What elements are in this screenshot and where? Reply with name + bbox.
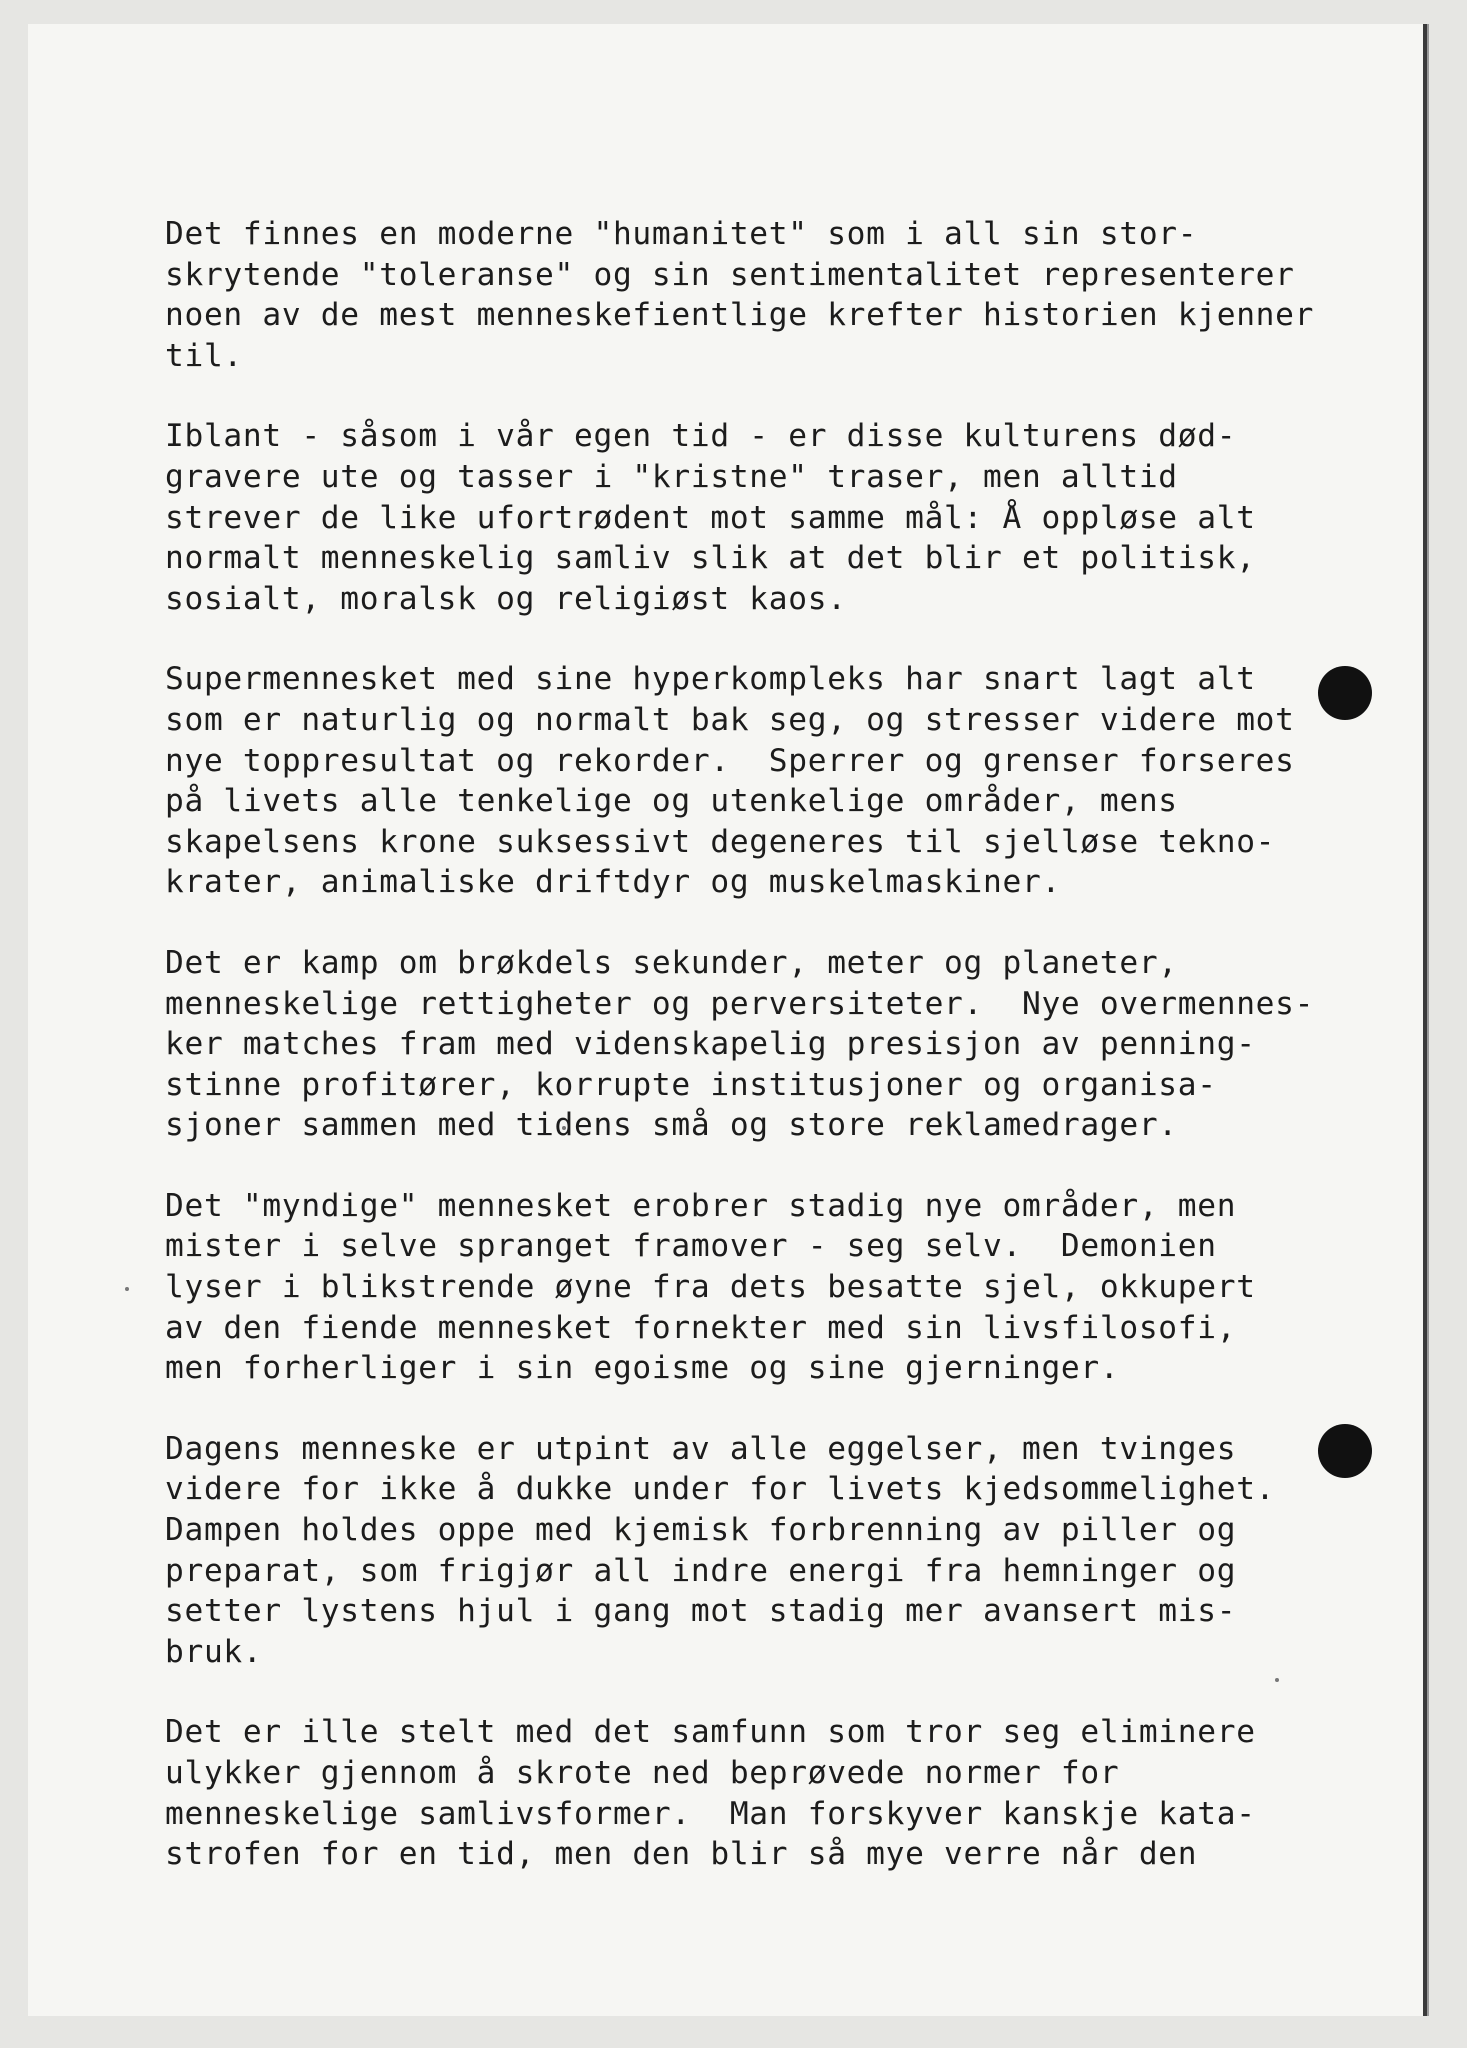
text-line: krater, animaliske driftdyr og muskelmaskiner. (165, 864, 1061, 901)
text-line: sosialt, moralsk og religiøst kaos. (165, 580, 847, 617)
text-line: strever de like ufortrødent mot samme mål: Å oppløse alt (165, 499, 1256, 536)
text-line: Det "myndige" mennesket erobrer stadig nye områder, men (165, 1187, 1237, 1224)
text-line: Det er kamp om brøkdels sekunder, meter og planeter, (165, 944, 1178, 981)
text-line: bruk. (165, 1633, 263, 1670)
paragraph-7 (165, 1712, 1345, 1874)
text-line: Iblant - såsom i vår egen tid - er disse kulturens død- (165, 418, 1237, 455)
text-line: på livets alle tenkelige og utenkelige områder, mens (165, 783, 1178, 820)
paragraph-4 (165, 943, 1345, 1146)
text-line: Supermennesket med sine hyperkompleks har snart lagt alt (165, 661, 1256, 698)
text-line: setter lystens hjul i gang mot stadig mer avansert mis- (165, 1593, 1237, 1630)
text-line: som er naturlig og normalt bak seg, og stresser videre mot (165, 701, 1295, 738)
text-line: ulykker gjennom å skrote ned beprøvede normer for (165, 1755, 1120, 1791)
text-line: Det finnes en moderne "humanitet" som i all sin stor- (165, 216, 1198, 252)
text-line: men forherliger i sin egoisme og sine gjerninger. (165, 1350, 1120, 1387)
text-line: normalt menneskelig samliv slik at det blir et politisk, (165, 540, 1256, 577)
paragraph-3 (165, 659, 1345, 903)
typed-text-body (165, 214, 1345, 1915)
text-line: skrytende "toleranse" og sin sentimentalitet representerer (165, 256, 1295, 293)
text-line: sjoner sammen med tidens små og store reklamedrager. (165, 1107, 1178, 1144)
text-line: Dagens menneske er utpint av alle eggelser, men tvinges (165, 1430, 1237, 1467)
text-line: noen av de mest menneskefientlige krefter historien kjenner (165, 297, 1315, 334)
paragraph-5 (165, 1186, 1345, 1389)
text-line: av den fiende mennesket fornekter med sin livsfilosofi, (165, 1309, 1237, 1346)
text-line: Dampen holdes oppe med kjemisk forbrenning av piller og (165, 1512, 1237, 1549)
paragraph-6 (165, 1429, 1345, 1673)
text-line: strofen for en tid, men den blir så mye verre når den (165, 1836, 1198, 1873)
text-line: skapelsens krone suksessivt degeneres til sjelløse tekno- (165, 823, 1276, 860)
text-line: til. (165, 337, 243, 374)
text-line: videre for ikke å dukke under for livets kjedsommelighet. (165, 1471, 1276, 1508)
paragraph-2 (165, 416, 1345, 619)
paragraph-1 (165, 214, 1345, 376)
text-line: mister i selve spranget framover - seg selv. Demonien (165, 1228, 1217, 1265)
text-line: stinne profitører, korrupte institusjoner og organisa- (165, 1066, 1217, 1103)
text-line: ker matches fram med videnskapelig presisjon av penning- (165, 1026, 1256, 1063)
text-line: nye toppresultat og rekorder. Sperrer og grenser forseres (165, 742, 1295, 779)
text-line: menneskelige samlivsformer. Man forskyver kanskje kata- (165, 1795, 1256, 1832)
text-line: lyser i blikstrende øyne fra dets besatte sjel, okkupert (165, 1269, 1256, 1306)
text-line: Det er ille stelt med det samfunn som tror seg eliminere (165, 1714, 1256, 1751)
text-line: preparat, som frigjør all indre energi fra hemninger og (165, 1552, 1237, 1589)
text-line: gravere ute og tasser i "kristne" traser, men alltid (165, 458, 1178, 495)
text-line: menneskelige rettigheter og perversiteter. Nye overmennes- (165, 985, 1315, 1022)
scan-speck (125, 1287, 129, 1291)
